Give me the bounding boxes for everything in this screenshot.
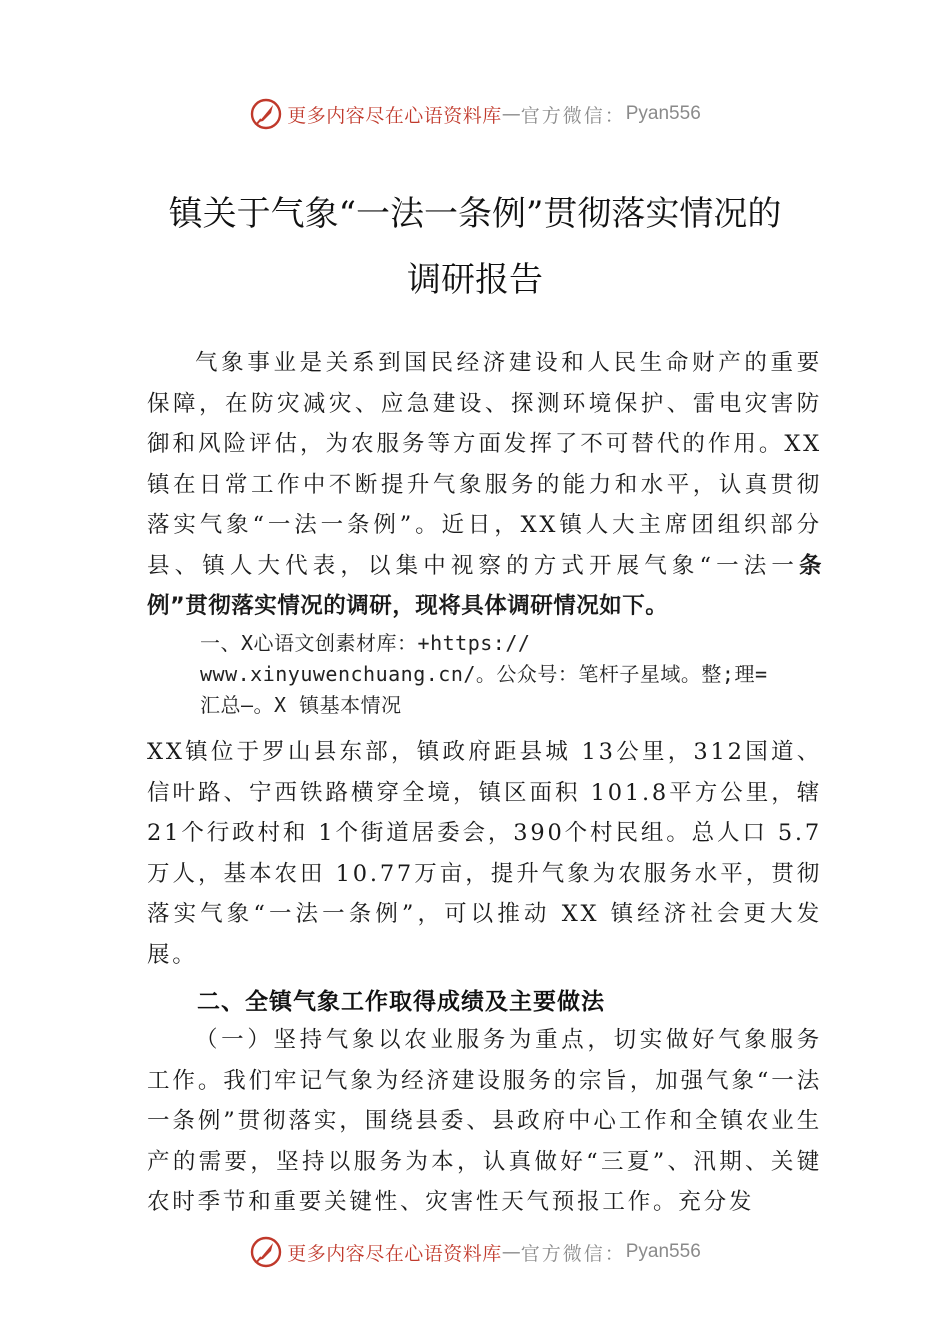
intro-bold-tail: 条例”贯彻落实情况的调研，现将具体调研情况如下。 (147, 552, 822, 619)
document-title-line-2: 调研报告 (407, 260, 543, 300)
section1-paragraph: XX镇位于罗山县东部，镇政府距县城 13公里，312国道、信叶路、宁西铁路横穿全境，镇区面积 101.8平方公里，辖 21个行政村和 1个街道居委会，390个村民组。总人口 5.7万人，基本农田 10.77万亩，提升气象为农服务水平，贯彻落实气象“一法一条例”，可以推动 XX 镇经济社会更大发展。 (147, 739, 822, 968)
document-title-line-1: 镇关于气象“一法一条例”贯彻落实情况的 (168, 194, 782, 234)
quill-logo-icon (249, 1235, 283, 1269)
banner-separator: — (501, 103, 521, 125)
section1-heading-line-3: 汇总—。X 镇基本情况 (200, 693, 402, 717)
quill-logo-icon (249, 97, 283, 131)
banner-label: 官方微信： (520, 104, 626, 127)
banner-wechat-id: Pyan556 (625, 103, 701, 124)
section2-paragraph: （一）坚持气象以农业服务为重点，切实做好气象服务工作。我们牢记气象为经济建设服务的宗旨，加强气象“一法一条例”贯彻落实，围绕县委、县政府中心工作和全镇农业生产的需要，坚持以服务为本，认真做好“三夏”、汛期、关键农时季节和重要关键性、灾害性天气预报工作。充分发 (147, 1027, 822, 1215)
intro-text: 气象事业是关系到国民经济建设和人民生命财产的重要保障，在防灾减灾、应急建设、探测环境保护、雷电灾害防御和风险评估，为农服务等方面发挥了不可替代的作用。XX镇在日常工作中不断提升气象服务的能力和水平，认真贯彻落实气象“一法一条例”。近日，XX镇人大主席团组织部分县、镇人大代表，以集中视察的方式开展气象“一法一 (147, 350, 822, 579)
banner-label: 官方微信： (520, 1242, 626, 1265)
banner-separator: — (501, 1241, 521, 1263)
intro-paragraph (147, 343, 822, 627)
banner-wechat-id: Pyan556 (625, 1241, 701, 1262)
section1-heading-line-2: www.xinyuwenchuang.cn/。公众号：笔杆子星域。整;理= (200, 662, 768, 686)
footer-banner (0, 1232, 950, 1272)
section1-heading-block (200, 628, 850, 721)
section2-heading: 二、全镇气象工作取得成绩及主要做法 (197, 989, 605, 1015)
banner-title: 更多内容尽在心语资料库 (287, 1242, 502, 1265)
section1-heading-line-1: 一、X心语文创素材库：+https:// (200, 631, 531, 655)
header-banner (0, 94, 950, 134)
banner-title: 更多内容尽在心语资料库 (287, 104, 502, 127)
